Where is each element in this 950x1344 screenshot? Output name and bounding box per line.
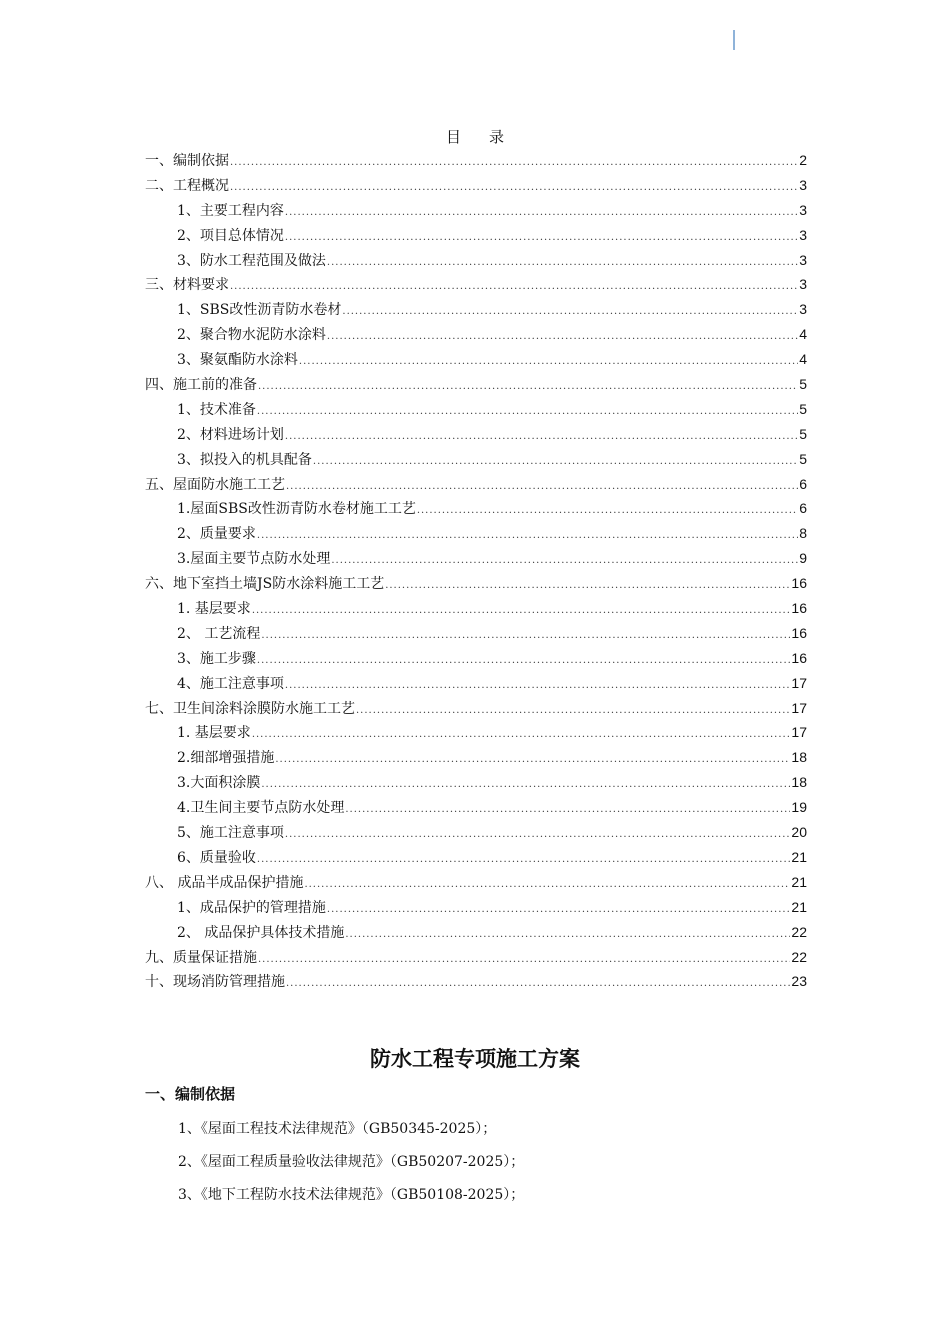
- reference-item: 3、《地下工程防水技术法律规范》（GB50108-2025）；: [178, 1187, 525, 1203]
- toc-entry[interactable]: [145, 297, 807, 322]
- toc-entry-label: 1. 基层要求: [177, 601, 251, 618]
- toc-entry-page: 18: [791, 774, 807, 791]
- toc-entry-label: 三、材料要求: [145, 277, 229, 294]
- toc-entry[interactable]: [145, 920, 807, 945]
- reference-item: 1、《屋面工程技术法律规范》（GB50345-2025）；: [178, 1121, 497, 1137]
- toc-entry-label: 2、 工艺流程: [177, 625, 261, 642]
- toc-leader-dots: [230, 275, 798, 300]
- toc-entry-label: 1、SBS改性沥青防水卷材: [177, 302, 342, 319]
- toc-leader-dots: [417, 499, 798, 524]
- toc-leader-dots: [331, 549, 798, 574]
- toc-leader-dots: [327, 325, 798, 350]
- toc-leader-dots: [345, 798, 790, 823]
- toc-entry-label: 七、卫生间涂料涂膜防水施工工艺: [145, 700, 355, 717]
- toc-leader-dots: [304, 873, 790, 898]
- toc-entry-label: 3、聚氨酯防水涂料: [177, 352, 298, 369]
- toc-entry-label: 1、主要工程内容: [177, 202, 284, 219]
- toc-leader-dots: [285, 201, 798, 226]
- toc-entry-page: 3: [799, 226, 807, 243]
- toc-entry-label: 五、屋面防水施工工艺: [145, 476, 285, 493]
- toc-entry-label: 3、拟投入的机具配备: [177, 451, 312, 468]
- toc-entry[interactable]: [145, 223, 807, 248]
- toc-entry-label: 2、 成品保护具体技术措施: [177, 924, 345, 941]
- toc-entry-page: 8: [799, 525, 807, 542]
- toc-entry-page: 3: [799, 276, 807, 293]
- toc-entry-label: 6、质量验收: [177, 849, 256, 866]
- toc-entry[interactable]: [145, 720, 807, 745]
- toc-entry-page: 17: [791, 699, 807, 716]
- section-heading: 一、编制依据: [145, 1085, 236, 1103]
- toc-entry[interactable]: [145, 272, 807, 297]
- toc-entry-page: 16: [791, 600, 807, 617]
- toc-leader-dots: [257, 848, 791, 873]
- toc-entry-page: 6: [799, 500, 807, 517]
- toc-leader-dots: [257, 649, 791, 674]
- toc-entry-label: 四、施工前的准备: [145, 377, 257, 394]
- toc-entry-label: 九、质量保证措施: [145, 949, 257, 966]
- toc-leader-dots: [286, 972, 790, 997]
- toc-entry-label: 4.卫生间主要节点防水处理: [177, 800, 345, 817]
- toc-entry[interactable]: [145, 447, 807, 472]
- toc-entry-page: 3: [799, 301, 807, 318]
- toc-entry-label: 5、施工注意事项: [177, 825, 284, 842]
- toc-leader-dots: [258, 948, 790, 973]
- toc-entry[interactable]: [145, 571, 807, 596]
- toc-entry-page: 23: [791, 973, 807, 990]
- toc-leader-dots: [230, 151, 798, 176]
- toc-entry[interactable]: [145, 671, 807, 696]
- toc-entry-label: 3.大面积涂膜: [177, 775, 261, 792]
- toc-entry-page: 6: [799, 475, 807, 492]
- toc-entry[interactable]: [145, 372, 807, 397]
- toc-entry[interactable]: [145, 820, 807, 845]
- toc-leader-dots: [385, 574, 790, 599]
- toc-entry[interactable]: [145, 770, 807, 795]
- toc-entry[interactable]: [145, 422, 807, 447]
- toc-entry-page: 5: [799, 376, 807, 393]
- toc-entry-label: 2、聚合物水泥防水涂料: [177, 327, 326, 344]
- toc-leader-dots: [258, 375, 798, 400]
- toc-entry-label: 3.屋面主要节点防水处理: [177, 551, 331, 568]
- toc-entry-page: 17: [791, 674, 807, 691]
- toc-entry[interactable]: [145, 795, 807, 820]
- toc-entry-label: 1、成品保护的管理措施: [177, 899, 326, 916]
- toc-entry-page: 3: [799, 176, 807, 193]
- toc-entry[interactable]: [145, 945, 807, 970]
- toc-entry[interactable]: [145, 895, 807, 920]
- toc-entry-label: 六、地下室挡土墙JS防水涂料施工工艺: [145, 576, 385, 593]
- toc-entry-page: 5: [799, 450, 807, 467]
- toc-entry-label: 3、防水工程范围及做法: [177, 252, 326, 269]
- toc-leader-dots: [313, 450, 798, 475]
- toc-entry-label: 1.屋面SBS改性沥青防水卷材施工工艺: [177, 501, 416, 518]
- text-cursor-mark: [733, 30, 735, 50]
- toc-entry[interactable]: [145, 745, 807, 770]
- toc-leader-dots: [257, 524, 798, 549]
- toc-leader-dots: [286, 475, 798, 500]
- toc-leader-dots: [342, 300, 798, 325]
- toc-entry[interactable]: [145, 621, 807, 646]
- toc-leader-dots: [261, 624, 790, 649]
- toc-title-right: 录: [489, 128, 505, 146]
- toc-entry-page: 17: [791, 724, 807, 741]
- toc-leader-dots: [230, 176, 798, 201]
- toc-leader-dots: [285, 425, 798, 450]
- toc-leader-dots: [261, 773, 790, 798]
- toc-entry-page: 3: [799, 251, 807, 268]
- toc-leader-dots: [285, 226, 798, 251]
- toc-entry[interactable]: [145, 521, 807, 546]
- toc-entry-label: 1、技术准备: [177, 401, 256, 418]
- toc-entry[interactable]: [145, 969, 807, 994]
- toc-entry[interactable]: [145, 845, 807, 870]
- toc-leader-dots: [299, 350, 798, 375]
- toc-entry-page: 3: [799, 201, 807, 218]
- toc-entry[interactable]: [145, 322, 807, 347]
- toc-entry-label: 2.细部增强措施: [177, 750, 275, 767]
- toc-entry-page: 5: [799, 400, 807, 417]
- toc-entry[interactable]: [145, 347, 807, 372]
- toc-entry[interactable]: [145, 397, 807, 422]
- toc-entry[interactable]: [145, 596, 807, 621]
- toc-leader-dots: [345, 923, 790, 948]
- toc-entry-page: 9: [799, 550, 807, 567]
- reference-item: 2、《屋面工程质量验收法律规范》（GB50207-2025）；: [178, 1154, 525, 1170]
- document-title: 防水工程专项施工方案: [370, 1046, 580, 1071]
- toc-entry-page: 4: [799, 326, 807, 343]
- toc-entry[interactable]: [145, 546, 807, 571]
- toc-entry[interactable]: [145, 646, 807, 671]
- toc-title-left: 目: [445, 128, 461, 146]
- toc-leader-dots: [285, 674, 791, 699]
- toc-entry[interactable]: [145, 173, 807, 198]
- toc-entry-page: 22: [791, 948, 807, 965]
- toc-entry-page: 16: [791, 649, 807, 666]
- toc-leader-dots: [275, 748, 790, 773]
- toc-entry-page: 19: [791, 799, 807, 816]
- toc-entry-page: 22: [791, 923, 807, 940]
- toc-leader-dots: [252, 599, 791, 624]
- toc-entry-page: 16: [791, 575, 807, 592]
- toc-entry[interactable]: [145, 148, 807, 173]
- toc-leader-dots: [327, 251, 798, 276]
- toc-entry-page: 18: [791, 749, 807, 766]
- toc-entry-label: 十、现场消防管理措施: [145, 974, 285, 991]
- toc-entry-page: 16: [791, 624, 807, 641]
- toc-entry-label: 八、 成品半成品保护措施: [145, 874, 304, 891]
- toc-entry-label: 2、材料进场计划: [177, 426, 284, 443]
- toc-entry-page: 2: [799, 152, 807, 168]
- toc-entry[interactable]: [145, 472, 807, 497]
- toc-leader-dots: [356, 699, 790, 724]
- table-of-contents: [145, 148, 807, 994]
- toc-entry-label: 1. 基层要求: [177, 725, 251, 742]
- toc-leader-dots: [327, 898, 791, 923]
- toc-entry[interactable]: [145, 248, 807, 273]
- toc-entry-label: 二、工程概况: [145, 177, 229, 194]
- toc-entry-page: 20: [791, 824, 807, 841]
- toc-entry[interactable]: [145, 496, 807, 521]
- toc-entry-page: 21: [791, 898, 807, 915]
- toc-entry[interactable]: [145, 198, 807, 223]
- toc-entry-page: 4: [799, 351, 807, 368]
- toc-entry-page: 5: [799, 425, 807, 442]
- toc-entry-page: 21: [791, 873, 807, 890]
- toc-entry-label: 3、施工步骤: [177, 650, 256, 667]
- toc-entry-label: 2、项目总体情况: [177, 227, 284, 244]
- toc-entry-page: 21: [791, 848, 807, 865]
- toc-entry-label: 2、质量要求: [177, 526, 256, 543]
- toc-leader-dots: [285, 823, 791, 848]
- toc-title: [0, 126, 950, 147]
- toc-entry[interactable]: [145, 870, 807, 895]
- toc-entry[interactable]: [145, 696, 807, 721]
- toc-entry-label: 一、编制依据: [145, 153, 229, 169]
- toc-leader-dots: [257, 400, 798, 425]
- toc-entry-label: 4、施工注意事项: [177, 675, 284, 692]
- toc-leader-dots: [252, 723, 791, 748]
